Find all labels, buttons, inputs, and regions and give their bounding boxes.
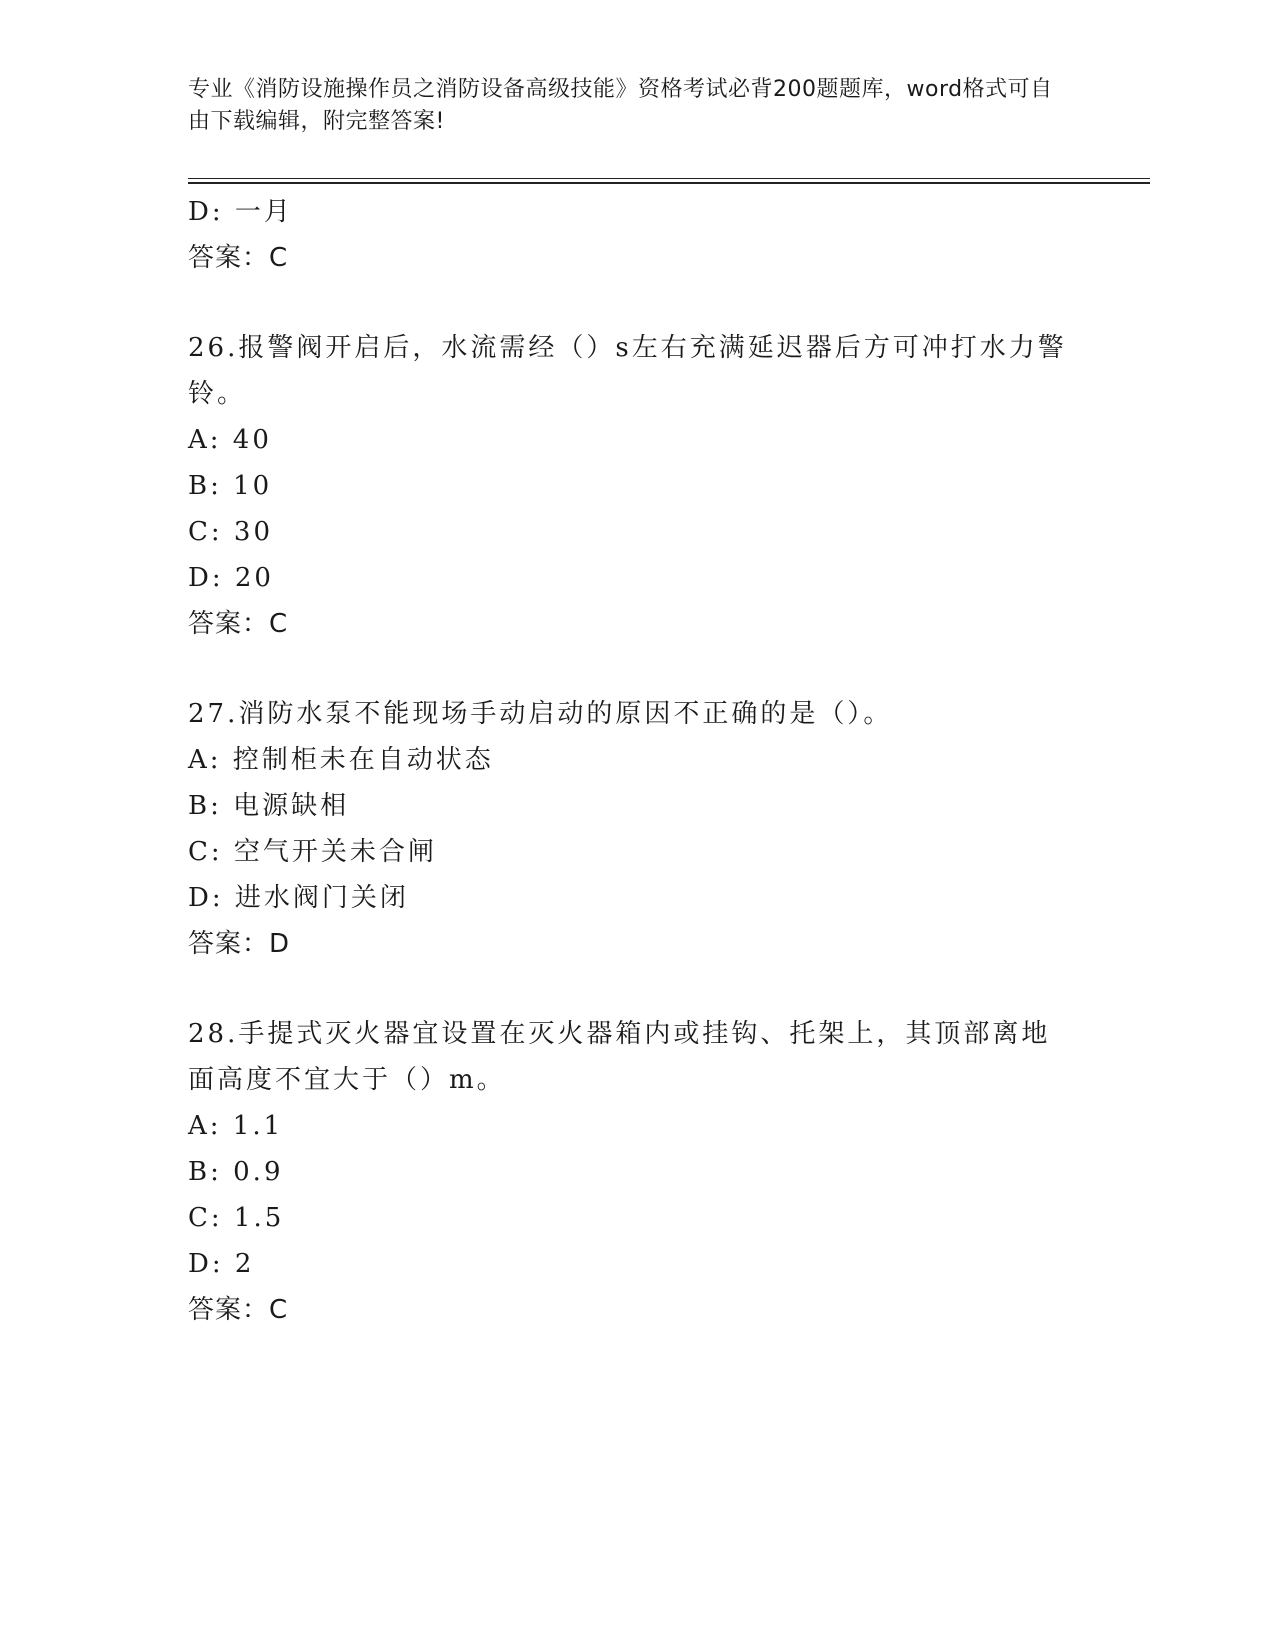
spacer <box>188 281 1088 325</box>
question-26 <box>188 325 1088 647</box>
option-a: A: 40 <box>188 425 272 455</box>
option-c: C: 1.5 <box>188 1203 285 1233</box>
question-text: 26.报警阀开启后，水流需经（）s左右充满延迟器后方可冲打水力警铃。 <box>188 333 1067 409</box>
option-d: D: 一月 <box>188 197 293 227</box>
option-d: D: 20 <box>188 563 274 593</box>
spacer <box>188 647 1088 691</box>
question-text: 28.手提式灭火器宜设置在灭火器箱内或挂钩、托架上，其顶部离地面高度不宜大于（）m。 <box>188 1019 1051 1095</box>
header-rule-thick <box>188 182 1150 184</box>
option-c: C: 空气开关未合闸 <box>188 837 437 867</box>
question-list <box>188 189 1088 1333</box>
question-28 <box>188 1011 1088 1333</box>
spacer <box>188 967 1088 1011</box>
option-d: D: 2 <box>188 1249 255 1279</box>
question-text: 27.消防水泵不能现场手动启动的原因不正确的是（）。 <box>188 699 893 729</box>
option-a: A: 1.1 <box>188 1111 284 1141</box>
question-27 <box>188 691 1088 967</box>
option-a: A: 控制柜未在自动状态 <box>188 745 494 775</box>
answer-line: 答案：C <box>188 609 289 639</box>
previous-question-tail <box>188 189 1088 281</box>
option-b: B: 10 <box>188 471 273 501</box>
answer-line: 答案：D <box>188 929 291 959</box>
header-rule-thin <box>188 178 1150 179</box>
option-b: B: 0.9 <box>188 1157 284 1187</box>
answer-line: 答案：C <box>188 1295 289 1325</box>
option-d: D: 进水阀门关闭 <box>188 883 409 913</box>
answer-line: 答案：C <box>188 243 289 273</box>
option-c: C: 30 <box>188 517 274 547</box>
document-header: 专业《消防设施操作员之消防设备高级技能》资格考试必背200题题库，word格式可自由下载编辑，附完整答案! <box>188 77 1053 134</box>
option-b: B: 电源缺相 <box>188 791 350 821</box>
